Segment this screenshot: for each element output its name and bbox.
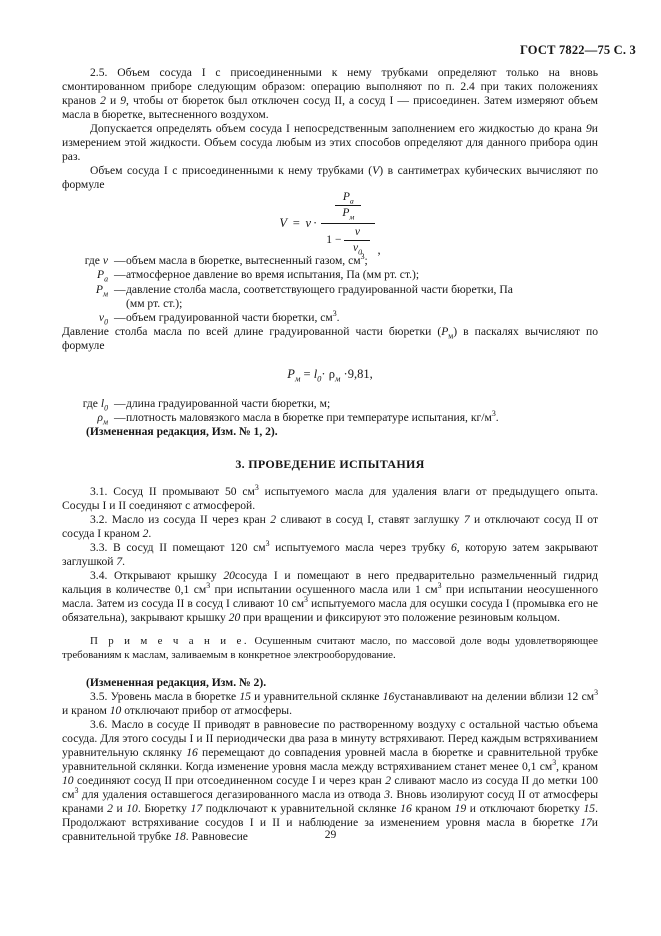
definition-text-v0 <box>126 308 598 325</box>
symbol-v-0: v <box>98 310 105 324</box>
definition-tail-v: ; <box>364 254 368 268</box>
clause-3-6-text-b: перемещают до совпадения уровней масла в бюретке и сравнительной трубке уравнительной склянки. Когда изменение уровня масла между встряхиванием станет менее 0,1 см <box>62 746 598 774</box>
formula2-rho: ρ <box>328 366 335 381</box>
formula1-volume-ratio <box>344 225 370 257</box>
clause-3-4-text-f: при вращении и фиксируют это положение резиновым кольцом. <box>240 611 561 625</box>
symbol-P-m: P <box>95 282 103 296</box>
formula1-pressure-ratio <box>335 190 361 222</box>
clause-3-4-text-d: при испытании неосушенного масла. Затем из сосуда II в сосуд I сливают 10 см <box>62 583 598 611</box>
formula2-equals: = <box>303 366 311 381</box>
definition-symbol-v0 <box>62 311 114 325</box>
definition-symbol-v <box>62 254 114 268</box>
definition-text-v0-main: объем градуированной части бюретки, см <box>126 310 333 324</box>
formula2-trailing-comma: , <box>369 366 373 381</box>
clause-3-6-text-n: и сравнительной трубке <box>62 816 598 844</box>
symbol-v: v <box>102 254 108 268</box>
clause-3-1-text-a: 3.1. Сосуд II промывают 50 см <box>90 484 255 498</box>
equipment-ref-lid-20: 20 <box>223 569 235 583</box>
symbol-rho-sub: м <box>102 417 108 427</box>
clause-3-6-sup-1: 3 <box>552 758 557 768</box>
definition-dash-v0: — <box>114 310 126 324</box>
clause-2-5-p1-text-c: , чтобы от бюреток был отключен сосуд II, а сосуд I — присоединен. Затем измеряют объем масла в бюретке, вытесненного воздухом. <box>62 94 598 122</box>
equipment-ref-plug-7: 7 <box>463 513 470 527</box>
clause-3-2-text-d: . <box>148 527 152 541</box>
definition-tail-v0: . <box>336 310 340 324</box>
definition-row-l0 <box>62 397 598 411</box>
definition-row-Pm <box>62 283 598 297</box>
clause-3-2-text-a: 3.2. Масло из сосуда II через кран <box>90 513 271 527</box>
formula2-intro-text-a: Давление столба масла по всей длине градуированной части бюретки ( <box>62 324 442 338</box>
definition-row-rho-m <box>62 408 598 427</box>
equipment-ref-valve-19: 19 <box>454 802 467 816</box>
clause-3-6-text-a: 3.6. Масло в сосуде II приводят в равновесие по растворенному воздуху с остальной частью объема сосуда. Для этого сосуды I и II периодически два раза в минуту встряхивают. Перед каждым встряхиванием уравнительную склянку <box>62 717 598 760</box>
definition-dash-rho-m: — <box>114 410 126 424</box>
clause-3-3-text-b: испытуемого масла через трубку <box>269 541 451 555</box>
clause-2-5-p2-text-a: Допускается определять объем сосуда I непосредственным заполнением его жидкостью до крана <box>90 122 586 136</box>
clause-3-3-text-c: , которую затем закрывают заглушкой <box>62 541 598 569</box>
equipment-ref-9: 9 <box>120 94 127 108</box>
clause-3-2 <box>62 513 598 541</box>
clause-3-5-text-e: отключают прибор от атмосферы. <box>121 703 292 717</box>
definition-text-v-main: объем масла в бюретке, вытесненный газом, см <box>126 254 361 268</box>
formula1-equals: = <box>292 215 301 230</box>
clause-3-6-text-c: , краном <box>556 760 598 774</box>
definition-row-v0 <box>62 308 598 326</box>
definition-tail-rho: . <box>495 410 499 424</box>
formula2-intro-var-sub: м <box>448 330 454 340</box>
formula2-intro-var-base: P <box>441 324 449 338</box>
clause-2-5-p1-text-a: 2.5. Объем сосуда I с присоединенными к нему трубками определяют только на вновь смонтированном приборе следующим образом: операцию выполняют по п. 2.4 при таких положениях кранов <box>62 66 598 108</box>
formula2-definition-list <box>62 397 598 425</box>
definition-text-rho-main: плотность маловязкого масла в бюретке при температуре испытания, кг/м <box>126 410 492 424</box>
definition-row-Pa <box>62 268 598 282</box>
equipment-ref-2: 2 <box>100 94 106 108</box>
formula1-Pm-sub: м <box>349 212 355 222</box>
clause-3-4-sup-3: 3 <box>304 595 308 605</box>
clause-2-5-p2-text-b: и измерением этой жидкости. Объем сосуда любым из этих способов определяют для данного прибора один раз. <box>62 122 598 164</box>
formula1-multiply-dot: · <box>313 215 318 230</box>
formula1-outer-numerator <box>330 189 366 223</box>
formula2-intro-paragraph <box>62 325 598 353</box>
clause-3-1-sup: 3 <box>254 483 259 493</box>
clause-3-6-text-m: . Продолжают встряхивание сосудов I и II и наблюдение за изменением уровня масла в бюретке <box>62 802 598 830</box>
formula1-lhs: V <box>279 215 288 230</box>
clause-3-5-text-d: и краном <box>62 703 110 717</box>
equipment-ref-burette-15: 15 <box>239 689 251 703</box>
equipment-ref-valve-2c: 2 <box>385 774 391 788</box>
formula2-intro-text-b: ) в паскалях вычисляют по формуле <box>62 324 599 352</box>
equipment-ref-burette-17b: 17 <box>580 816 592 830</box>
clause-3-6-text-h: и <box>112 802 127 816</box>
clause-3-6-text-e: сливают масло из сосуда II до метки 100 см <box>62 774 598 802</box>
definition-symbol-rho-m <box>62 411 114 425</box>
formula2-dot-2: · <box>343 366 348 381</box>
formula1-Pm-base: P <box>342 207 350 220</box>
clause-3-5-text-c: устанавливают на делении вблизи 12 см <box>394 689 595 703</box>
clause-3-5-sup: 3 <box>594 688 598 697</box>
definition-text-v <box>126 254 598 268</box>
definition-lead-where: где <box>84 254 100 268</box>
clause-3-6-text-l: и отключают бюретку <box>466 802 584 816</box>
clause-3-4-sup-2: 3 <box>437 581 442 591</box>
equipment-ref-flask-16b: 16 <box>186 746 198 760</box>
formula-oil-column-pressure <box>62 361 598 387</box>
formula2-l-sub: 0 <box>317 373 322 384</box>
formula2-lhs-sub: м <box>294 373 301 384</box>
formula1-v0-base: v <box>352 242 359 255</box>
formula2-l-base: l <box>313 366 318 381</box>
symbol-l-0-sub: 0 <box>104 403 108 413</box>
formula1-Pm <box>337 206 359 222</box>
formula1-outer-fraction <box>321 189 375 258</box>
definition-sup-v0: 3 <box>332 308 337 318</box>
formula-volume-V <box>62 190 598 258</box>
clause-3-6-text-d: соединяют сосуд II при отсоединенном сосуде I и через кран <box>73 774 386 788</box>
formula1-outer-denominator <box>321 224 375 258</box>
definition-dash-Pa: — <box>114 268 126 282</box>
clause-3-6-text-g: . Вновь изолируют сосуд II от атмосферы кранами <box>62 788 598 816</box>
variable-V: V <box>372 164 380 178</box>
clause-2-5-p3-text-b: ) в сантиметрах кубических вычисляют по формуле <box>62 164 598 192</box>
definition-symbol-l0 <box>62 397 114 411</box>
equipment-ref-valve-2d: 2 <box>107 802 113 816</box>
formula2-lhs-base: P <box>287 366 295 381</box>
formula1-Pa <box>338 190 359 206</box>
formula2-value: 9,81 <box>347 366 370 381</box>
formula1-v <box>350 225 365 241</box>
clause-3-5-text-a: 3.5. Уровень масла в бюретке <box>90 689 240 703</box>
symbol-l-0: l <box>100 396 105 410</box>
equipment-ref-valve-2: 2 <box>270 513 276 527</box>
revision-note-2: (Измененная редакция, Изм. № 2). <box>86 675 267 689</box>
clause-3-5-text-b: и уравнительной склянке <box>250 689 383 703</box>
formula1-one: 1 <box>326 234 332 247</box>
equipment-ref-9b: 9 <box>585 122 592 136</box>
formula1-minus: − <box>334 234 342 247</box>
clause-3-3-text-d: . <box>122 555 126 569</box>
equipment-ref-valve-10b: 10 <box>62 774 74 788</box>
definition-text-Pm: давление столба масла, соответствующего градуированной части бюретки, Па <box>126 282 513 296</box>
definition-dash-Pm: — <box>114 282 126 296</box>
revision-note-1: (Измененная редакция, Изм. № 1, 2). <box>86 424 278 438</box>
clause-3-4-text-b: сосуда I и помещают в него предварительно размельченный гидрид кальция в количестве 0,1 см <box>62 569 598 597</box>
clause-3-6-sup-2: 3 <box>74 786 79 796</box>
equipment-ref-valve-10: 10 <box>109 703 122 717</box>
clause-3-5 <box>62 690 598 718</box>
clause-3-6-text-o: . Равновесие <box>185 830 248 844</box>
clause-3-3-text-a: 3.3. В сосуд II помещают 120 см <box>90 541 266 555</box>
clause-3-4 <box>62 569 598 625</box>
clause-3-3 <box>62 541 598 569</box>
equipment-ref-plug-7b: 7 <box>116 555 123 569</box>
formula1-trailing-comma: , <box>377 243 381 258</box>
formula2-dot-1: · <box>321 366 326 381</box>
note-label: П р и м е ч а н и е. <box>90 635 250 648</box>
definition-sup-v: 3 <box>360 252 365 262</box>
clause-3-6-text-f: для удаления оставшегося дегазированного масла из отвода <box>78 788 385 802</box>
clause-2-5-p1-text-b: и <box>105 94 121 108</box>
formula1-v-base: v <box>354 225 361 238</box>
definition-dash-l0: — <box>114 396 126 410</box>
definition-dash-v: — <box>114 254 126 268</box>
note-block <box>62 635 598 661</box>
equipment-ref-tube-6: 6 <box>450 541 457 555</box>
equipment-ref-burette-15b: 15 <box>583 802 596 816</box>
equipment-ref-valve-2b: 2 <box>142 527 149 541</box>
clause-3-4-text-c: при испытании осушенного масла или 1 см <box>210 583 438 597</box>
clause-3-4-text-a: 3.4. Открывают крышку <box>90 569 224 583</box>
formula1-factor: v <box>305 215 312 230</box>
symbol-v-0-sub: 0 <box>104 316 108 326</box>
clause-2-5-paragraph-2 <box>62 122 598 164</box>
formula2-rho-sub: м <box>334 373 341 384</box>
equipment-ref-tube-18: 18 <box>174 830 186 844</box>
definition-text-Pm-continuation: (мм рт. ст.); <box>126 296 183 310</box>
equipment-ref-flask-16: 16 <box>382 689 395 703</box>
equipment-ref-valve-10c: 10 <box>126 802 138 816</box>
clause-3-2-text-b: сливают в сосуд I, ставят заглушку <box>275 513 464 527</box>
clause-3-6-text-j: подключают к уравнительной склянке <box>202 802 401 816</box>
clause-2-5-paragraph-1 <box>62 66 598 122</box>
equipment-ref-outlet-3: 3 <box>384 788 391 802</box>
page-number: 29 <box>324 828 337 841</box>
symbol-P-a-sub: а <box>104 274 108 284</box>
symbol-rho: ρ <box>97 410 103 424</box>
equipment-ref-burette-17: 17 <box>190 802 203 816</box>
formula1-Pa-sub: а <box>349 196 354 206</box>
symbol-P-a: P <box>96 268 105 282</box>
clause-3-6-text-k: краном <box>411 802 455 816</box>
formula1-definition-list <box>62 254 598 324</box>
clause-2-5-p3-text-a: Объем сосуда I с присоединенными к нему трубками ( <box>90 164 373 178</box>
definition-symbol-Pa <box>62 268 114 282</box>
equipment-ref-flask-16c: 16 <box>400 802 412 816</box>
definition-text-Pa: атмосферное давление во время испытания, Па (мм рт. ст.); <box>126 268 420 282</box>
section-heading-3: 3. ПРОВЕДЕНИЕ ИСПЫТАНИЯ <box>235 456 425 471</box>
clause-3-6 <box>62 718 598 844</box>
clause-3-1 <box>62 485 598 513</box>
clause-3-3-sup: 3 <box>265 539 270 549</box>
symbol-P-m-sub: м <box>102 288 108 298</box>
note-text: Осушенным считают масло, по массовой доле воды удовлетворяющее требованиям к маслам, заливаемым в конкретное электрооборудование. <box>62 635 598 661</box>
document-body <box>62 66 598 844</box>
definition-sup-rho: 3 <box>491 408 496 418</box>
definition-text-l0: длина градуированной части бюретки, м; <box>126 396 331 410</box>
page-header-standard-number: ГОСТ 7822—75 С. 3 <box>519 43 636 57</box>
definition-symbol-Pm <box>62 283 114 297</box>
formula1-Pa-base: P <box>342 190 350 203</box>
clause-3-4-text-e: испытуемого масла для осушки сосуда I (промывка его не обязательна), закрывают крышку <box>62 597 599 625</box>
clause-3-1-text-b: испытуемого масла для удаления влаги от предыдущего опыта. Сосуды I и II соединяют с атмосферой. <box>62 484 599 512</box>
definition-text-rho-m <box>126 408 598 425</box>
equipment-ref-lid-20b: 20 <box>228 611 241 625</box>
clause-3-4-sup-1: 3 <box>206 581 211 591</box>
definition-row-v <box>62 254 598 268</box>
formula1-v0-sub: 0 <box>358 247 362 257</box>
clause-3-6-text-i: . Бюретку <box>137 802 191 816</box>
clause-3-2-text-c: и отключают сосуд II от сосуда I краном <box>62 513 599 541</box>
definition-lead-where-2: где <box>82 396 98 410</box>
